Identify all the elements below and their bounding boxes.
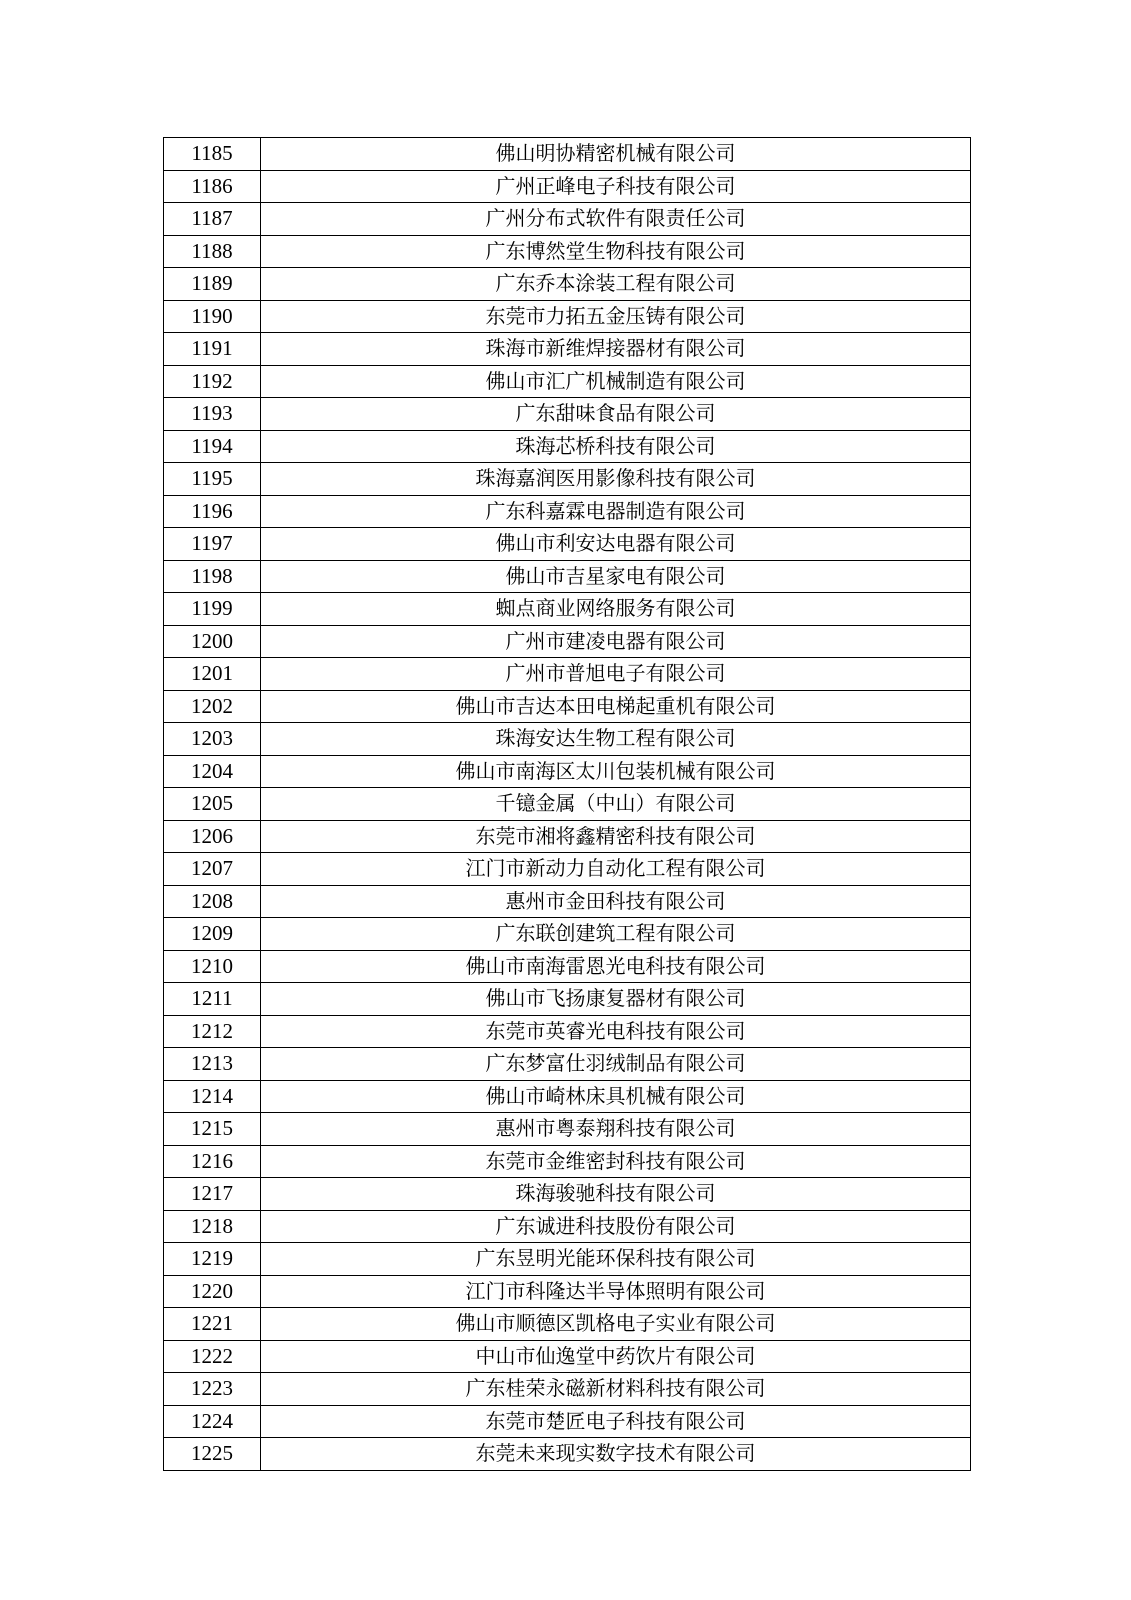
row-number: 1204 <box>164 755 261 788</box>
company-name: 江门市新动力自动化工程有限公司 <box>261 853 971 886</box>
company-name: 珠海市新维焊接器材有限公司 <box>261 333 971 366</box>
company-name: 广东乔本涂装工程有限公司 <box>261 268 971 301</box>
row-number: 1196 <box>164 495 261 528</box>
table-row <box>164 235 971 268</box>
row-number: 1210 <box>164 950 261 983</box>
company-name: 佛山市南海区太川包装机械有限公司 <box>261 755 971 788</box>
row-number: 1187 <box>164 203 261 236</box>
table-row <box>164 1210 971 1243</box>
row-number: 1225 <box>164 1438 261 1471</box>
table-row <box>164 463 971 496</box>
table-row <box>164 1308 971 1341</box>
row-number: 1185 <box>164 138 261 171</box>
row-number: 1220 <box>164 1275 261 1308</box>
table-row <box>164 690 971 723</box>
table-row <box>164 528 971 561</box>
row-number: 1214 <box>164 1080 261 1113</box>
company-name: 广州分布式软件有限责任公司 <box>261 203 971 236</box>
table-row <box>164 203 971 236</box>
table-row <box>164 918 971 951</box>
company-name: 佛山市吉星家电有限公司 <box>261 560 971 593</box>
table-row <box>164 1340 971 1373</box>
row-number: 1222 <box>164 1340 261 1373</box>
company-name: 惠州市粤泰翔科技有限公司 <box>261 1113 971 1146</box>
row-number: 1189 <box>164 268 261 301</box>
table-row <box>164 1113 971 1146</box>
company-name: 东莞市金维密封科技有限公司 <box>261 1145 971 1178</box>
table-row <box>164 430 971 463</box>
table-row <box>164 268 971 301</box>
row-number: 1194 <box>164 430 261 463</box>
table-row <box>164 983 971 1016</box>
company-name: 佛山市吉达本田电梯起重机有限公司 <box>261 690 971 723</box>
row-number: 1213 <box>164 1048 261 1081</box>
table-row <box>164 950 971 983</box>
table-row <box>164 885 971 918</box>
table-row <box>164 365 971 398</box>
company-name: 广州正峰电子科技有限公司 <box>261 170 971 203</box>
company-name: 佛山市顺德区凯格电子实业有限公司 <box>261 1308 971 1341</box>
company-name: 珠海芯桥科技有限公司 <box>261 430 971 463</box>
table-row <box>164 1048 971 1081</box>
table-row <box>164 1145 971 1178</box>
company-name: 广东联创建筑工程有限公司 <box>261 918 971 951</box>
company-name: 东莞市湘将鑫精密科技有限公司 <box>261 820 971 853</box>
table-row <box>164 625 971 658</box>
row-number: 1192 <box>164 365 261 398</box>
table-row <box>164 658 971 691</box>
company-name: 广东梦富仕羽绒制品有限公司 <box>261 1048 971 1081</box>
table-row <box>164 788 971 821</box>
table-row <box>164 1438 971 1471</box>
row-number: 1216 <box>164 1145 261 1178</box>
company-name: 中山市仙逸堂中药饮片有限公司 <box>261 1340 971 1373</box>
row-number: 1224 <box>164 1405 261 1438</box>
table-row <box>164 560 971 593</box>
row-number: 1217 <box>164 1178 261 1211</box>
row-number: 1193 <box>164 398 261 431</box>
company-name: 广东科嘉霖电器制造有限公司 <box>261 495 971 528</box>
company-name: 佛山市利安达电器有限公司 <box>261 528 971 561</box>
company-name: 千镱金属（中山）有限公司 <box>261 788 971 821</box>
company-name: 江门市科隆达半导体照明有限公司 <box>261 1275 971 1308</box>
row-number: 1215 <box>164 1113 261 1146</box>
company-name: 蜘点商业网络服务有限公司 <box>261 593 971 626</box>
company-name: 广东桂荣永磁新材料科技有限公司 <box>261 1373 971 1406</box>
company-name: 珠海骏驰科技有限公司 <box>261 1178 971 1211</box>
row-number: 1223 <box>164 1373 261 1406</box>
table-row <box>164 1243 971 1276</box>
table-row <box>164 1373 971 1406</box>
table-row <box>164 170 971 203</box>
company-name: 广东诚进科技股份有限公司 <box>261 1210 971 1243</box>
company-name: 广东甜味食品有限公司 <box>261 398 971 431</box>
table-row <box>164 820 971 853</box>
company-name: 佛山市南海雷恩光电科技有限公司 <box>261 950 971 983</box>
table-row <box>164 723 971 756</box>
row-number: 1199 <box>164 593 261 626</box>
row-number: 1207 <box>164 853 261 886</box>
company-name: 佛山市汇广机械制造有限公司 <box>261 365 971 398</box>
row-number: 1209 <box>164 918 261 951</box>
row-number: 1191 <box>164 333 261 366</box>
row-number: 1206 <box>164 820 261 853</box>
company-name: 佛山明协精密机械有限公司 <box>261 138 971 171</box>
table-row <box>164 300 971 333</box>
table-row <box>164 138 971 171</box>
company-name: 惠州市金田科技有限公司 <box>261 885 971 918</box>
company-list-body <box>164 138 971 1471</box>
row-number: 1198 <box>164 560 261 593</box>
company-name: 佛山市飞扬康复器材有限公司 <box>261 983 971 1016</box>
table-row <box>164 1080 971 1113</box>
company-name: 佛山市崎林床具机械有限公司 <box>261 1080 971 1113</box>
row-number: 1205 <box>164 788 261 821</box>
row-number: 1211 <box>164 983 261 1016</box>
table-row <box>164 1405 971 1438</box>
table-row <box>164 755 971 788</box>
row-number: 1200 <box>164 625 261 658</box>
company-name: 东莞市力拓五金压铸有限公司 <box>261 300 971 333</box>
company-name: 珠海安达生物工程有限公司 <box>261 723 971 756</box>
row-number: 1188 <box>164 235 261 268</box>
row-number: 1201 <box>164 658 261 691</box>
table-row <box>164 1275 971 1308</box>
company-name: 东莞市英睿光电科技有限公司 <box>261 1015 971 1048</box>
company-name: 东莞市楚匠电子科技有限公司 <box>261 1405 971 1438</box>
row-number: 1202 <box>164 690 261 723</box>
row-number: 1203 <box>164 723 261 756</box>
company-name: 广州市普旭电子有限公司 <box>261 658 971 691</box>
table-row <box>164 495 971 528</box>
table-row <box>164 1015 971 1048</box>
table-row <box>164 1178 971 1211</box>
row-number: 1218 <box>164 1210 261 1243</box>
table-row <box>164 398 971 431</box>
company-name: 珠海嘉润医用影像科技有限公司 <box>261 463 971 496</box>
row-number: 1195 <box>164 463 261 496</box>
table-row <box>164 853 971 886</box>
table-row <box>164 593 971 626</box>
row-number: 1221 <box>164 1308 261 1341</box>
row-number: 1219 <box>164 1243 261 1276</box>
row-number: 1186 <box>164 170 261 203</box>
company-name: 广州市建凌电器有限公司 <box>261 625 971 658</box>
row-number: 1208 <box>164 885 261 918</box>
row-number: 1190 <box>164 300 261 333</box>
company-name: 广东博然堂生物科技有限公司 <box>261 235 971 268</box>
row-number: 1197 <box>164 528 261 561</box>
table-row <box>164 333 971 366</box>
row-number: 1212 <box>164 1015 261 1048</box>
company-name: 东莞未来现实数字技术有限公司 <box>261 1438 971 1471</box>
company-name: 广东昱明光能环保科技有限公司 <box>261 1243 971 1276</box>
company-list-table <box>163 137 971 1471</box>
